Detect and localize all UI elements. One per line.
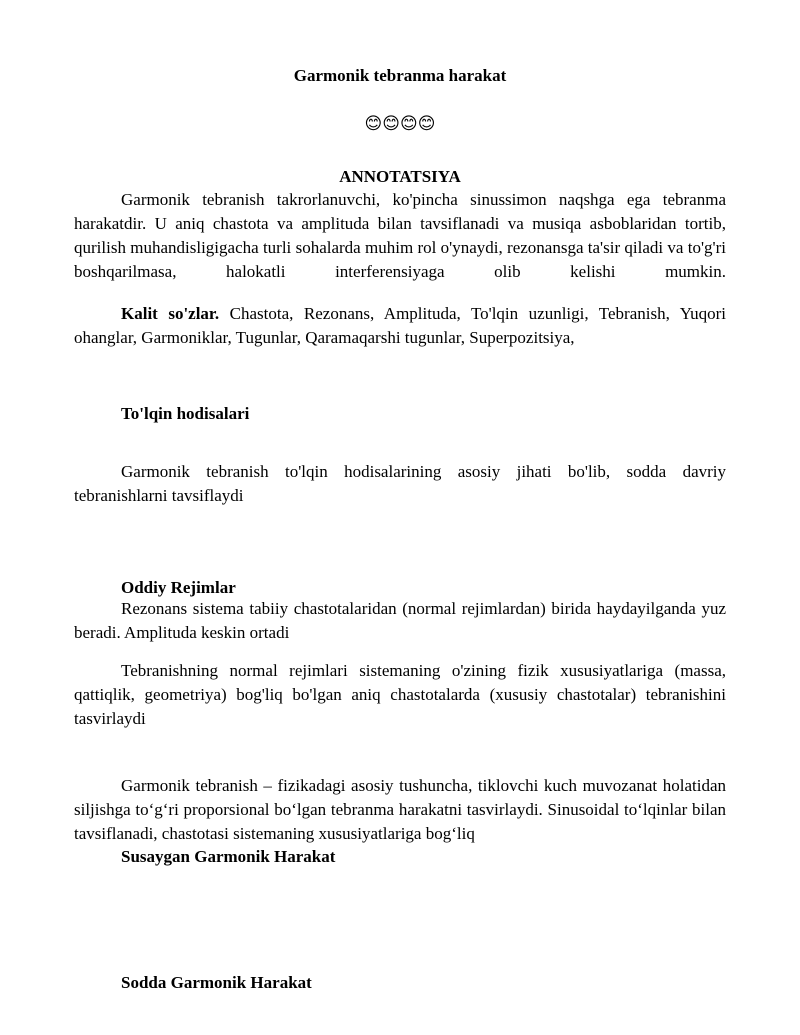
keywords-text: Chastota, Rezonans, Amplituda, To'lqin uzunligi, Tebranish, Yuqori ohanglar, Garmoniklar, Tugunlar, Qaramaqarshi tugunlar, Superpozitsiya,	[74, 304, 726, 347]
wave-phenomena-paragraph: Garmonik tebranish to'lqin hodisalarining asosiy jihati bo'lib, sodda davriy tebranishlarni tavsiflaydi	[74, 462, 726, 505]
harmonic-oscillation-paragraph: Garmonik tebranish – fizikadagi asosiy tushuncha, tiklovchi kuch muvozanat holatidan siljishga to‘g‘ri proporsional bo‘lgan tebranma harakatni tasvirlaydi. Sinusoidal to‘lqinlar bilan tavsiflanadi, chastotasi sistemaning xususiyatlariga bog‘liq	[74, 776, 726, 843]
annotation-heading: ANNOTATSIYA	[339, 167, 461, 186]
annotation-paragraph: Garmonik tebranish takrorlanuvchi, ko'pincha sinussimon naqshga ega tebranma harakatdir. U aniq chastota va amplituda bilan tavsiflanadi va musiqa asboblaridan tortib, qurilish muhandisligigacha turli sohalarda muhim rol o'ynaydi, rezonansga ta'sir qiladi va to'g'ri boshqarilmasa, halokatli interferensiyaga olib kelishi mumkin.	[74, 190, 726, 281]
section-heading-wave-phenomena: To'lqin hodisalari	[121, 404, 250, 423]
keywords-paragraph	[74, 302, 726, 350]
section-heading-damped-motion: Susaygan Garmonik Harakat	[121, 847, 336, 866]
resonance-paragraph: Rezonans sistema tabiiy chastotalaridan (normal rejimlardan) birida haydayilganda yuz beradi. Amplituda keskin ortadi	[74, 599, 726, 642]
smiley-emoji-row: 😊😊😊😊	[364, 114, 436, 134]
normal-modes-paragraph: Tebranishning normal rejimlari sistemaning o'zining fizik xususiyatlariga (massa, qattiqlik, geometriya) bog'liq bo'lgan aniq chastotalarda (xususiy chastotalar) tebranishini tasvirlaydi	[74, 661, 726, 728]
keywords-label: Kalit so'zlar.	[121, 304, 220, 323]
section-heading-normal-modes: Oddiy Rejimlar	[121, 578, 236, 597]
document-title: Garmonik tebranma harakat	[293, 66, 507, 85]
section-heading-simple-motion: Sodda Garmonik Harakat	[121, 973, 312, 992]
